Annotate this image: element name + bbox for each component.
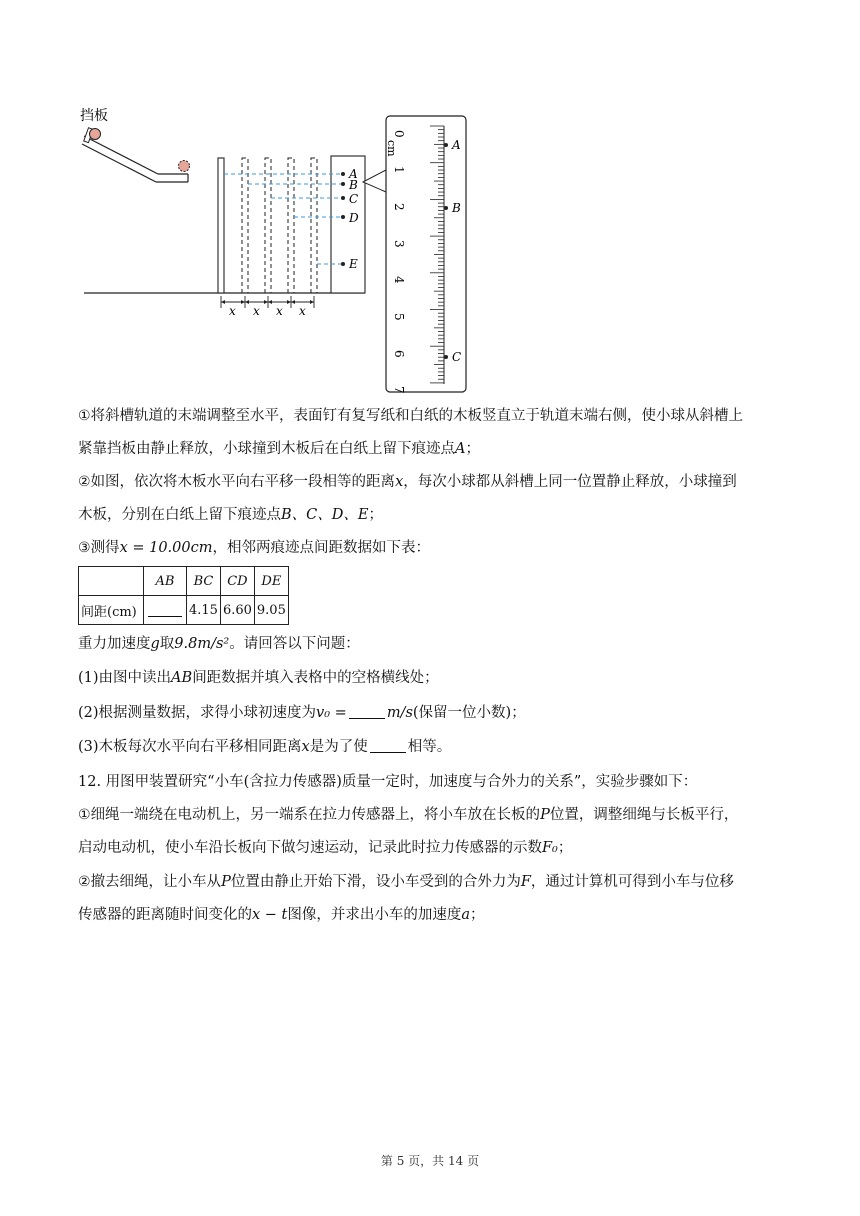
- gap-label-1: x: [229, 304, 236, 318]
- p12-step-1-number: ①: [78, 807, 91, 823]
- p-symbol: P: [540, 807, 550, 823]
- table-cell: 9.05: [254, 596, 288, 625]
- p12-step-2-text-2: 位置由静止开始下滑，设小车受到的合外力为: [230, 874, 521, 890]
- p12-step-1-line-2: 启动电动机，使小车沿长板向下做匀速运动，记录此时拉力传感器的示数: [78, 840, 542, 856]
- step-3-text: 测得: [90, 540, 120, 556]
- svg-text:1: 1: [392, 166, 406, 174]
- ab-answer-blank[interactable]: [148, 602, 182, 617]
- q3-text: (3)木板每次水平向右平移相同距离: [78, 739, 302, 755]
- punct: ；: [470, 907, 485, 923]
- ruler-unit: cm: [385, 140, 398, 157]
- punct: ；: [557, 840, 573, 856]
- p12-step-2-text-3: ，通过计算机可得到小车与位移: [530, 874, 734, 890]
- step-1-number: ①: [78, 408, 91, 424]
- p-symbol: P: [221, 874, 231, 890]
- ruler-point-c: C: [452, 350, 462, 364]
- v0-symbol: v₀ =: [316, 705, 347, 721]
- ball-at-end: [179, 161, 190, 172]
- table-row: [79, 596, 289, 625]
- table-header-cell: CD: [220, 567, 254, 596]
- g-value: 9.8m/s²: [174, 636, 230, 652]
- q3-text-3: 相等。: [407, 739, 452, 755]
- board-paper: [331, 156, 365, 293]
- q3-answer-blank[interactable]: [370, 738, 406, 753]
- svg-text:5: 5: [392, 313, 406, 321]
- step-2-line-1: 如图，依次将木板水平向右平移一段相等的距离: [90, 474, 396, 490]
- table-header-cell: BC: [187, 567, 221, 596]
- board-position-1: [218, 158, 224, 293]
- table-cell: 4.15: [187, 596, 221, 625]
- table-header-cell: AB: [144, 567, 187, 596]
- p12-step-2-number: ②: [78, 874, 91, 890]
- board-position-5: [311, 158, 317, 293]
- step-3-number: ③: [78, 540, 91, 556]
- q3-text-2: 是为了使: [309, 739, 368, 755]
- svg-text:7: 7: [392, 386, 406, 394]
- gravity-text: 重力加速度: [78, 636, 151, 652]
- step-2-number: ②: [78, 474, 91, 490]
- step-1-line-2: 紧靠挡板由静止释放，小球撞到木板后在白纸上留下痕迹点: [78, 441, 455, 457]
- board-point-b: B: [349, 178, 358, 192]
- gravity-text-3: 。请回答以下问题：: [229, 636, 360, 652]
- p12-step-2-line-2b: 图像，并求出小车的加速度: [287, 907, 462, 923]
- gap-label-4: x: [299, 304, 306, 318]
- ruler-point-b: B: [452, 201, 461, 215]
- punct: ；: [368, 507, 383, 523]
- p12-step-1-text: 细绳一端绕在电动机上，另一端系在拉力传感器上，将小车放在长板的: [90, 807, 541, 823]
- spacing-table: [78, 566, 289, 625]
- point-a-inline: A: [455, 441, 466, 457]
- table-row-label: 间距(cm): [79, 596, 144, 625]
- ab-symbol: AB: [171, 670, 193, 686]
- g-symbol: g: [150, 636, 160, 652]
- unit-ms: m/s: [386, 705, 413, 721]
- p12-step-2-text: 撤去细绳，让小车从: [90, 874, 222, 890]
- table-header-cell: [79, 567, 144, 596]
- x-inline: x: [395, 474, 404, 490]
- ball-at-top: [90, 129, 101, 140]
- points-inline: B、C、D、E: [281, 507, 369, 523]
- table-header-cell: DE: [254, 567, 288, 596]
- q2-text-2: (保留一位小数)；: [412, 705, 526, 721]
- a-symbol: a: [461, 907, 471, 923]
- apparatus-diagram: [78, 100, 478, 400]
- board-point-e: E: [349, 257, 358, 271]
- baffle-label: 挡板: [80, 108, 108, 124]
- x-value-inline: x = 10.00cm: [119, 540, 213, 556]
- ruler-point-a: A: [452, 138, 461, 152]
- xt-symbol: x − t: [252, 907, 288, 923]
- board-position-3: [265, 158, 271, 293]
- problem-12-intro: 12. 用图甲装置研究“小车(含拉力传感器)质量一定时，加速度与合外力的关系”，实验步骤如下：: [78, 774, 698, 790]
- f-symbol: F: [520, 874, 531, 890]
- table-cell: 6.60: [220, 596, 254, 625]
- q1-text: (1)由图中读出: [78, 670, 172, 686]
- table-header-row: [79, 567, 289, 596]
- gap-label-3: x: [276, 304, 283, 318]
- experiment-figure: [78, 100, 478, 400]
- step-3-text-cont: ，相邻两痕迹点间距数据如下表：: [212, 540, 430, 556]
- callout-pointer: [363, 170, 386, 192]
- board-point-a: A: [349, 167, 358, 181]
- svg-text:0: 0: [392, 130, 406, 138]
- step-1-line-1: 将斜槽轨道的末端调整至水平，表面钉有复写纸和白纸的木板竖直立于轨道末端右侧，使小球从斜槽上: [90, 408, 744, 424]
- step-2-line-1-cont: ，每次小球都从斜槽上同一位置静止释放，小球撞到: [403, 474, 737, 490]
- p12-step-2-line-2: 传感器的距离随时间变化的: [78, 907, 252, 923]
- board-point-c: C: [349, 192, 359, 206]
- q2-text: (2)根据测量数据，求得小球初速度为: [78, 705, 317, 721]
- board-position-2: [242, 158, 248, 293]
- q1-text-2: 间距数据并填入表格中的空格横线处；: [192, 670, 439, 686]
- svg-text:3: 3: [392, 240, 406, 248]
- page-footer: 第 5 页，共 14 页: [380, 1154, 480, 1168]
- board-position-4: [288, 158, 294, 293]
- board-point-d: D: [349, 211, 359, 225]
- svg-text:2: 2: [392, 203, 406, 211]
- v0-answer-blank[interactable]: [349, 704, 385, 719]
- gap-label-2: x: [253, 304, 260, 318]
- svg-text:4: 4: [392, 276, 406, 284]
- step-2-line-2: 木板，分别在白纸上留下痕迹点: [78, 507, 281, 523]
- gravity-text-2: 取: [159, 636, 175, 652]
- p12-step-1-text-2: 位置，调整细绳与长板平行，: [549, 807, 739, 823]
- svg-text:6: 6: [392, 350, 406, 358]
- ab-blank-cell[interactable]: [144, 596, 187, 625]
- punct: ；: [465, 441, 480, 457]
- x-symbol: x: [301, 739, 310, 755]
- f0-symbol: F₀: [542, 840, 558, 856]
